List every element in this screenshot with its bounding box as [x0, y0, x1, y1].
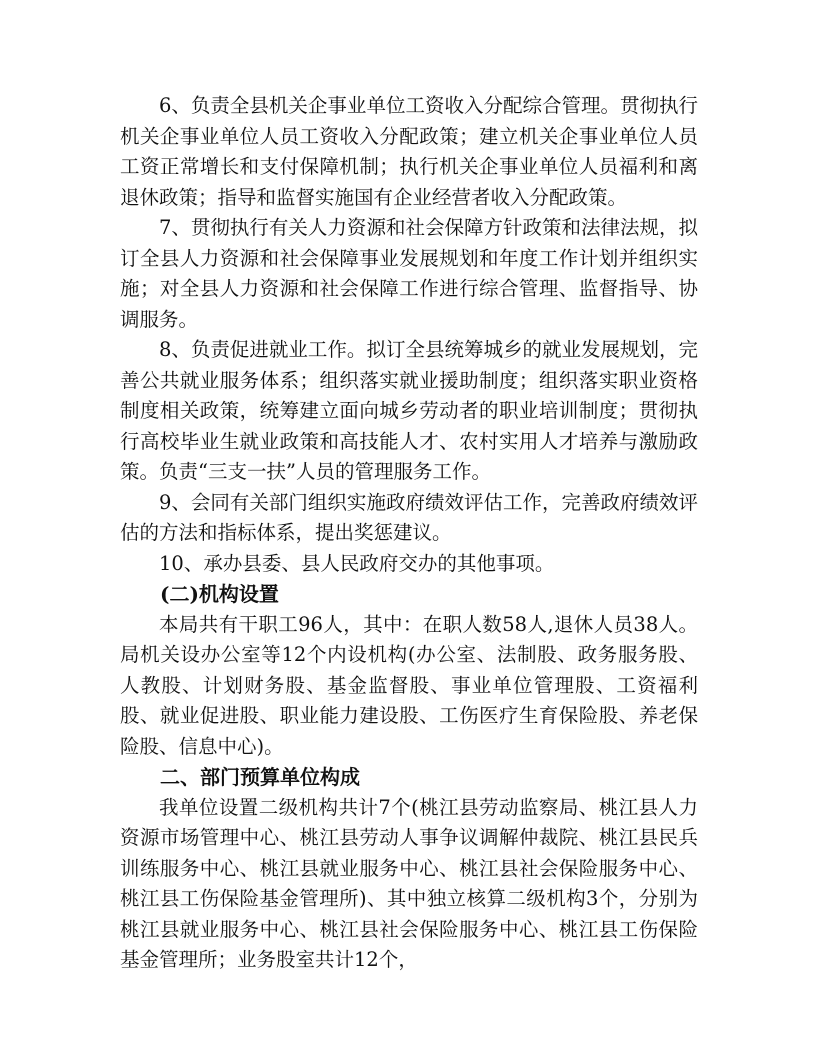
- org-paragraph: 本局共有干职工96人，其中：在职人数58人,退休人员38人。局机关设办公室等12个内设机构(办公室、法制股、政务服务股、人教股、计划财务股、基金监督股、事业单位管理股、工资福利股、就业促进股、职业能力建设股、工伤医疗生育保险股、养老保险股、信息中心)。: [120, 612, 698, 758]
- paragraph-item-6: 6、负责全县机关企事业单位工资收入分配综合管理。贯彻执行机关企事业单位人员工资收入分配政策；建立机关企事业单位人员工资正常增长和支付保障机制；执行机关企事业单位人员福利和离退休政策；指导和监督实施国有企业经营者收入分配政策。: [120, 94, 698, 209]
- paragraph-item-10: 10、承办县委、县人民政府交办的其他事项。: [159, 551, 555, 575]
- document-page: [120, 91, 698, 976]
- paragraph-item-8: 8、负责促进就业工作。拟订全县统筹城乡的就业发展规划，完善公共就业服务体系；组织落实就业援助制度；组织落实职业资格制度相关政策，统筹建立面向城乡劳动者的职业培训制度；贯彻执行高校毕业生就业政策和高技能人才、农村实用人才培养与激励政策。负责“三支一扶”人员的管理服务工作。: [120, 338, 698, 483]
- paragraph-item-7: 7、贯彻执行有关人力资源和社会保障方针政策和法律法规，拟订全县人力资源和社会保障事业发展规划和年度工作计划并组织实施；对全县人力资源和社会保障工作进行综合管理、监督指导、协调服务。: [120, 216, 698, 331]
- section-heading-org: (二)机构设置: [160, 582, 279, 606]
- budget-paragraph: 我单位设置二级机构共计7个(桃江县劳动监察局、桃江县人力资源市场管理中心、桃江县劳动人事争议调解仲裁院、桃江县民兵训练服务中心、桃江县就业服务中心、桃江县社会保险服务中心、桃江县工伤保险基金管理所)、其中独立核算二级机构3个，分别为桃江县就业服务中心、桃江县社会保险服务中心、桃江县工伤保险基金管理所；业务股室共计12个，: [120, 795, 698, 971]
- paragraph-item-9: 9、会同有关部门组织实施政府绩效评估工作，完善政府绩效评估的方法和指标体系，提出奖惩建议。: [120, 490, 698, 544]
- section-heading-budget: 二、部门预算单位构成: [160, 765, 360, 789]
